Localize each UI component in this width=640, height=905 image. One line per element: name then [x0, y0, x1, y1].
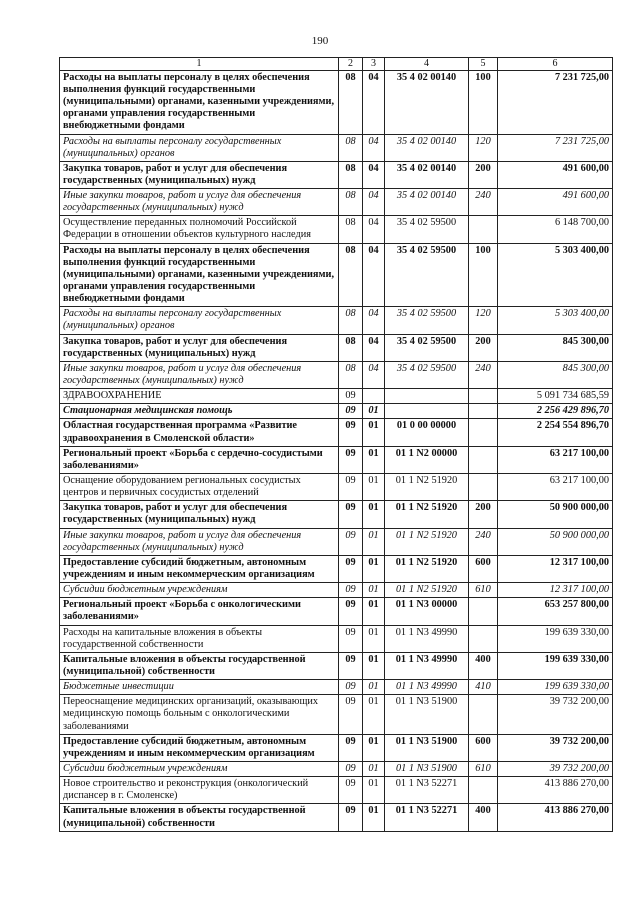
- section-code: 09: [339, 598, 363, 625]
- expense-item-name: Расходы на выплаты персоналу государственных (муниципальных) органов: [60, 307, 339, 334]
- target-article-code: 35 4 02 59500: [385, 243, 469, 307]
- expense-type-code: 120: [469, 307, 498, 334]
- expense-item-name: Оснащение оборудованием региональных сосудистых центров и первичных сосудистых отделений: [60, 474, 339, 501]
- section-code: 08: [339, 243, 363, 307]
- expense-type-code: 100: [469, 243, 498, 307]
- section-code: 09: [339, 501, 363, 528]
- subsection-code: 01: [363, 695, 385, 734]
- table-row: [60, 70, 613, 134]
- target-article-code: 01 1 N3 51900: [385, 761, 469, 776]
- table-row: [60, 804, 613, 831]
- table-row: [60, 216, 613, 243]
- target-article-code: 35 4 02 59500: [385, 307, 469, 334]
- section-code: 09: [339, 625, 363, 652]
- amount: 491 600,00: [498, 189, 613, 216]
- expense-type-code: 120: [469, 134, 498, 161]
- table-row: [60, 777, 613, 804]
- target-article-code: 01 0 00 00000: [385, 419, 469, 446]
- target-article-code: 35 4 02 00140: [385, 189, 469, 216]
- subsection-code: 01: [363, 404, 385, 419]
- amount: 63 217 100,00: [498, 474, 613, 501]
- page-number: 190: [311, 35, 329, 47]
- subsection-code: 04: [363, 161, 385, 188]
- subsection-code: 04: [363, 134, 385, 161]
- expense-type-code: [469, 474, 498, 501]
- table-row: [60, 695, 613, 734]
- subsection-code: 04: [363, 70, 385, 134]
- subsection-code: 01: [363, 598, 385, 625]
- table-row: [60, 161, 613, 188]
- target-article-code: 01 1 N3 49990: [385, 625, 469, 652]
- section-code: 09: [339, 528, 363, 555]
- expense-type-code: 200: [469, 161, 498, 188]
- section-code: 08: [339, 307, 363, 334]
- section-code: 09: [339, 474, 363, 501]
- subsection-code: 01: [363, 583, 385, 598]
- amount: 5 091 734 685,59: [498, 389, 613, 404]
- amount: 199 639 330,00: [498, 625, 613, 652]
- target-article-code: 35 4 02 00140: [385, 161, 469, 188]
- subsection-code: 01: [363, 734, 385, 761]
- section-code: 09: [339, 652, 363, 679]
- target-article-code: 01 1 N3 00000: [385, 598, 469, 625]
- table-row: [60, 404, 613, 419]
- expense-item-name: Предоставление субсидий бюджетным, автономным учреждениям и иным некоммерческим организациям: [60, 734, 339, 761]
- target-article-code: [385, 389, 469, 404]
- section-code: 08: [339, 134, 363, 161]
- section-code: 09: [339, 446, 363, 473]
- column-header: 6: [498, 58, 613, 71]
- expense-item-name: Осуществление переданных полномочий Российской Федерации в отношении объектов культурного наследия: [60, 216, 339, 243]
- subsection-code: 01: [363, 474, 385, 501]
- table-row: [60, 598, 613, 625]
- expense-type-code: 240: [469, 189, 498, 216]
- expense-type-code: [469, 389, 498, 404]
- expense-type-code: [469, 625, 498, 652]
- target-article-code: 01 1 N2 00000: [385, 446, 469, 473]
- target-article-code: 35 4 02 59500: [385, 361, 469, 388]
- table-row: [60, 474, 613, 501]
- table-row: [60, 361, 613, 388]
- expense-type-code: 410: [469, 680, 498, 695]
- expense-type-code: [469, 446, 498, 473]
- subsection-code: 01: [363, 680, 385, 695]
- table-row: [60, 134, 613, 161]
- target-article-code: [385, 404, 469, 419]
- amount: 39 732 200,00: [498, 761, 613, 776]
- expense-item-name: Областная государственная программа «Развитие здравоохранения в Смоленской области»: [60, 419, 339, 446]
- amount: 12 317 100,00: [498, 583, 613, 598]
- expense-type-code: [469, 695, 498, 734]
- expense-item-name: Закупка товаров, работ и услуг для обеспечения государственных (муниципальных) нужд: [60, 501, 339, 528]
- subsection-code: 01: [363, 804, 385, 831]
- subsection-code: 04: [363, 189, 385, 216]
- expense-type-code: 240: [469, 528, 498, 555]
- expense-type-code: 600: [469, 734, 498, 761]
- expense-type-code: 600: [469, 555, 498, 582]
- table-row: [60, 243, 613, 307]
- subsection-code: 01: [363, 652, 385, 679]
- table-row: [60, 446, 613, 473]
- target-article-code: 01 1 N2 51920: [385, 528, 469, 555]
- table-row: [60, 652, 613, 679]
- section-code: 09: [339, 734, 363, 761]
- expense-type-code: 200: [469, 501, 498, 528]
- table-row: [60, 583, 613, 598]
- target-article-code: 35 4 02 00140: [385, 70, 469, 134]
- expense-item-name: Расходы на выплаты персоналу государственных (муниципальных) органов: [60, 134, 339, 161]
- expense-type-code: 610: [469, 761, 498, 776]
- amount: 5 303 400,00: [498, 307, 613, 334]
- expense-type-code: 240: [469, 361, 498, 388]
- expense-item-name: Переоснащение медицинских организаций, оказывающих медицинскую помощь больным с онкологическими заболеваниями: [60, 695, 339, 734]
- section-code: 09: [339, 389, 363, 404]
- table-row: [60, 734, 613, 761]
- subsection-code: 04: [363, 334, 385, 361]
- table-row: [60, 680, 613, 695]
- amount: 5 303 400,00: [498, 243, 613, 307]
- amount: 39 732 200,00: [498, 734, 613, 761]
- table-row: [60, 307, 613, 334]
- amount: 845 300,00: [498, 334, 613, 361]
- subsection-code: 01: [363, 555, 385, 582]
- amount: 50 900 000,00: [498, 528, 613, 555]
- target-article-code: 01 1 N3 51900: [385, 695, 469, 734]
- section-code: 08: [339, 161, 363, 188]
- target-article-code: 01 1 N2 51920: [385, 474, 469, 501]
- expense-type-code: 610: [469, 583, 498, 598]
- expense-item-name: ЗДРАВООХРАНЕНИЕ: [60, 389, 339, 404]
- expense-item-name: Иные закупки товаров, работ и услуг для обеспечения государственных (муниципальных) нужд: [60, 361, 339, 388]
- target-article-code: 01 1 N3 51900: [385, 734, 469, 761]
- target-article-code: 01 1 N3 52271: [385, 804, 469, 831]
- amount: 413 886 270,00: [498, 804, 613, 831]
- amount: 6 148 700,00: [498, 216, 613, 243]
- expense-item-name: Капитальные вложения в объекты государственной (муниципальной) собственности: [60, 652, 339, 679]
- table-row: [60, 389, 613, 404]
- column-header: 1: [60, 58, 339, 71]
- expense-item-name: Закупка товаров, работ и услуг для обеспечения государственных (муниципальных) нужд: [60, 161, 339, 188]
- table-row: [60, 761, 613, 776]
- expense-item-name: Иные закупки товаров, работ и услуг для обеспечения государственных (муниципальных) нужд: [60, 528, 339, 555]
- expense-item-name: Капитальные вложения в объекты государственной (муниципальной) собственности: [60, 804, 339, 831]
- expense-type-code: [469, 598, 498, 625]
- section-code: 08: [339, 70, 363, 134]
- section-code: 09: [339, 777, 363, 804]
- expense-type-code: 100: [469, 70, 498, 134]
- table-row: [60, 419, 613, 446]
- table-header-row: [60, 58, 613, 71]
- section-code: 08: [339, 361, 363, 388]
- column-header: 4: [385, 58, 469, 71]
- section-code: 09: [339, 804, 363, 831]
- table-row: [60, 501, 613, 528]
- expense-type-code: 200: [469, 334, 498, 361]
- expense-item-name: Региональный проект «Борьба с онкологическими заболеваниями»: [60, 598, 339, 625]
- table-row: [60, 528, 613, 555]
- expense-item-name: Стационарная медицинская помощь: [60, 404, 339, 419]
- amount: 2 254 554 896,70: [498, 419, 613, 446]
- expense-type-code: [469, 777, 498, 804]
- amount: 7 231 725,00: [498, 134, 613, 161]
- amount: 50 900 000,00: [498, 501, 613, 528]
- subsection-code: 01: [363, 761, 385, 776]
- subsection-code: [363, 389, 385, 404]
- expense-item-name: Иные закупки товаров, работ и услуг для обеспечения государственных (муниципальных) нужд: [60, 189, 339, 216]
- target-article-code: 01 1 N3 49990: [385, 652, 469, 679]
- budget-table: [59, 57, 613, 832]
- subsection-code: 01: [363, 446, 385, 473]
- amount: 491 600,00: [498, 161, 613, 188]
- section-code: 09: [339, 680, 363, 695]
- amount: 63 217 100,00: [498, 446, 613, 473]
- expense-item-name: Региональный проект «Борьба с сердечно-сосудистыми заболеваниями»: [60, 446, 339, 473]
- target-article-code: 01 1 N2 51920: [385, 501, 469, 528]
- subsection-code: 04: [363, 216, 385, 243]
- target-article-code: 01 1 N2 51920: [385, 555, 469, 582]
- target-article-code: 01 1 N3 52271: [385, 777, 469, 804]
- table-row: [60, 189, 613, 216]
- subsection-code: 01: [363, 419, 385, 446]
- expense-type-code: 400: [469, 804, 498, 831]
- section-code: 09: [339, 583, 363, 598]
- table-row: [60, 334, 613, 361]
- section-code: 08: [339, 334, 363, 361]
- expense-item-name: Закупка товаров, работ и услуг для обеспечения государственных (муниципальных) нужд: [60, 334, 339, 361]
- section-code: 09: [339, 404, 363, 419]
- section-code: 09: [339, 419, 363, 446]
- section-code: 09: [339, 555, 363, 582]
- section-code: 09: [339, 695, 363, 734]
- amount: 2 256 429 896,70: [498, 404, 613, 419]
- expense-type-code: 400: [469, 652, 498, 679]
- target-article-code: 01 1 N2 51920: [385, 583, 469, 598]
- subsection-code: 01: [363, 625, 385, 652]
- target-article-code: 35 4 02 00140: [385, 134, 469, 161]
- expense-type-code: [469, 419, 498, 446]
- target-article-code: 35 4 02 59500: [385, 334, 469, 361]
- column-header: 3: [363, 58, 385, 71]
- amount: 653 257 800,00: [498, 598, 613, 625]
- expense-item-name: Предоставление субсидий бюджетным, автономным учреждениям и иным некоммерческим организациям: [60, 555, 339, 582]
- section-code: 08: [339, 216, 363, 243]
- target-article-code: 01 1 N3 49990: [385, 680, 469, 695]
- table-row: [60, 555, 613, 582]
- subsection-code: 04: [363, 307, 385, 334]
- amount: 12 317 100,00: [498, 555, 613, 582]
- column-header: 5: [469, 58, 498, 71]
- amount: 413 886 270,00: [498, 777, 613, 804]
- expense-item-name: Субсидии бюджетным учреждениям: [60, 761, 339, 776]
- subsection-code: 01: [363, 528, 385, 555]
- expense-item-name: Расходы на выплаты персоналу в целях обеспечения выполнения функций государственными (муниципальными) органами, казенными учреждениями, органами управления государственными внебюджетными фондами: [60, 70, 339, 134]
- amount: 199 639 330,00: [498, 652, 613, 679]
- expense-item-name: Расходы на капитальные вложения в объекты государственной собственности: [60, 625, 339, 652]
- column-header: 2: [339, 58, 363, 71]
- table-row: [60, 625, 613, 652]
- amount: 845 300,00: [498, 361, 613, 388]
- subsection-code: 04: [363, 243, 385, 307]
- subsection-code: 01: [363, 501, 385, 528]
- expense-type-code: [469, 404, 498, 419]
- subsection-code: 04: [363, 361, 385, 388]
- amount: 199 639 330,00: [498, 680, 613, 695]
- target-article-code: 35 4 02 59500: [385, 216, 469, 243]
- section-code: 08: [339, 189, 363, 216]
- expense-item-name: Бюджетные инвестиции: [60, 680, 339, 695]
- amount: 7 231 725,00: [498, 70, 613, 134]
- expense-item-name: Расходы на выплаты персоналу в целях обеспечения выполнения функций государственными (муниципальными) органами, казенными учреждениями, органами управления государственными внебюджетными фондами: [60, 243, 339, 307]
- expense-item-name: Новое строительство и реконструкция (онкологический диспансер в г. Смоленске): [60, 777, 339, 804]
- amount: 39 732 200,00: [498, 695, 613, 734]
- section-code: 09: [339, 761, 363, 776]
- expense-type-code: [469, 216, 498, 243]
- expense-item-name: Субсидии бюджетным учреждениям: [60, 583, 339, 598]
- subsection-code: 01: [363, 777, 385, 804]
